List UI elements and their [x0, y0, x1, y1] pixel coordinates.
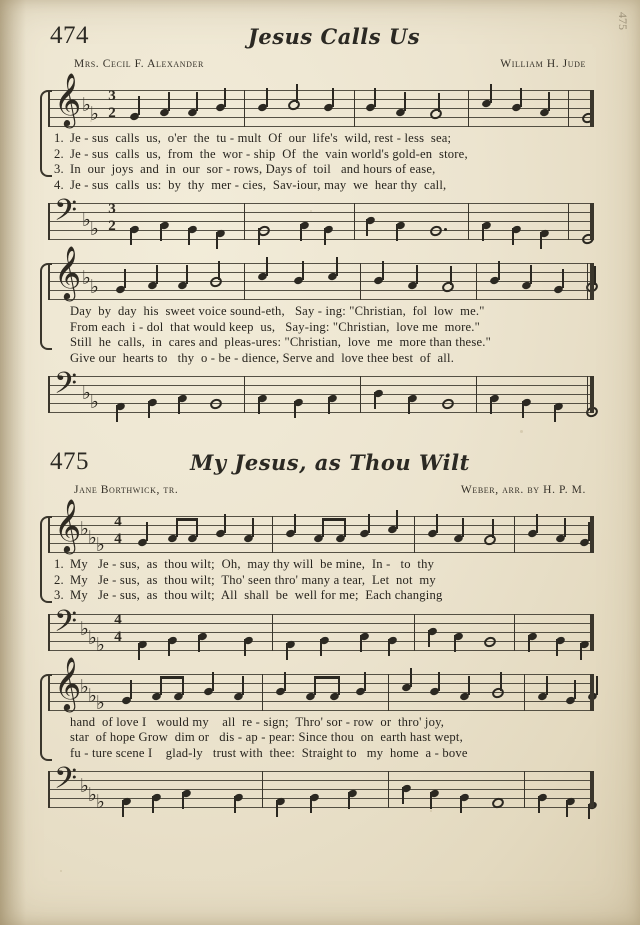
staff-treble: 𝄞 ♭ ♭ ♭	[48, 666, 594, 712]
hymn-475-number: 475	[50, 448, 89, 475]
lyric-line: From each i - dol that would keep us, Say-ing: "Christian, love me more."	[70, 319, 480, 334]
lyric-line: hand of love I would my all re - sign; Thro' sor - row or thro' joy,	[70, 714, 445, 729]
staff-bass: 𝄢 ♭ ♭	[48, 368, 594, 414]
staff-bass: 𝄢 ♭ ♭ ♭	[48, 763, 594, 809]
lyric-line: 1. Je - sus calls us, o'er the tu - mult Of our life's wild, rest - less sea;	[54, 131, 452, 145]
hymn-474-lyrics-verse-lines-a	[38, 131, 604, 193]
hymn-475-lyrics-verse-lines-a	[38, 557, 604, 604]
bass-clef-icon: 𝄢	[54, 367, 78, 408]
lyric-line: 3. In our joys and in our sor - rows, Days of toil and hours of ease,	[54, 162, 436, 176]
staff-bass: 𝄢 ♭ ♭ ♭ 4 4	[48, 606, 594, 652]
hymn-474-header	[38, 22, 604, 56]
bass-clef-icon: 𝄢	[54, 762, 78, 803]
lyric-line: star of hope Grow dim or dis - ap - pear: Since thou on earth hast wept,	[70, 730, 463, 744]
bass-clef-icon: 𝄢	[54, 194, 78, 235]
hymn-474-system-2	[38, 245, 604, 414]
lyric-line: Still he calls, in cares and pleas-ures: "Christian, love me more than these."	[70, 335, 491, 349]
lyric-line: 2. My Je - sus, as thou wilt; Tho' seen thro' many a tear, Let not my	[54, 572, 436, 587]
hymn-474-author: Mrs. Cecil F. Alexander	[74, 58, 204, 70]
lyric-line: Give our hearts to thy o - be - dience, Serve and love thee best of all.	[70, 350, 455, 365]
lyric-line: 3. My Je - sus, as thou wilt; All shall be well for me; Each changing	[54, 588, 443, 602]
hymn-474-composer: William H. Jude	[500, 58, 586, 70]
treble-clef-icon: 𝄞	[54, 245, 82, 299]
treble-clef-icon: 𝄞	[54, 72, 82, 126]
hymn-474-number: 474	[50, 22, 89, 49]
hymn-474-title: Jesus Calls Us	[247, 24, 421, 49]
hymn-475-composer: Weber, arr. by H. P. M.	[460, 484, 586, 496]
hymn-475-system-1	[38, 498, 604, 656]
page-spine-shadow	[0, 0, 26, 925]
hymn-474-credits	[38, 58, 604, 78]
hymn-475-header	[38, 448, 604, 482]
page-corner-number: 475	[616, 12, 630, 30]
key-signature: ♭	[82, 94, 91, 116]
hymn-474	[38, 22, 604, 414]
staff-treble: 𝄞 ♭ ♭	[48, 255, 594, 301]
hymn-475-lyrics-verse-lines-b	[38, 715, 604, 762]
staff-treble: 𝄞 ♭ ♭ 3 2	[48, 82, 594, 128]
lyric-line: fu - ture scene I glad-ly trust with thee: Straight to my home a - bove	[70, 745, 468, 760]
treble-clef-icon: 𝄞	[54, 655, 82, 710]
hymn-475-author: Jane Borthwick, tr.	[74, 484, 179, 496]
treble-clef-icon: 𝄞	[54, 498, 82, 552]
hymn-474-lyrics-verse-lines-b	[38, 304, 604, 366]
staff-treble: 𝄞 ♭ ♭ ♭ 4 4	[48, 508, 594, 554]
staff-bass: 𝄢 ♭ ♭ 3 2	[48, 195, 594, 241]
hymn-475-credits	[38, 484, 604, 504]
hymn-475-system-2	[38, 655, 604, 813]
lyric-line: 1. My Je - sus, as thou wilt; Oh, may thy will be mine, In - to thy	[54, 557, 435, 571]
hymn-475-title: My Jesus, as Thou Wilt	[190, 450, 470, 475]
hymn-474-system-1	[38, 72, 604, 241]
lyric-line: 4. Je - sus calls us: by thy mer - cies, Sav-iour, may we hear thy call,	[54, 177, 447, 192]
lyric-line: Day by day his sweet voice sound-eth, Say - ing: "Christian, fol low me."	[70, 304, 485, 318]
hymn-475	[38, 448, 604, 813]
bass-clef-icon: 𝄢	[54, 604, 78, 646]
lyric-line: 2. Je - sus calls us, from the wor - ship Of the vain world's gold-en store,	[54, 146, 468, 161]
